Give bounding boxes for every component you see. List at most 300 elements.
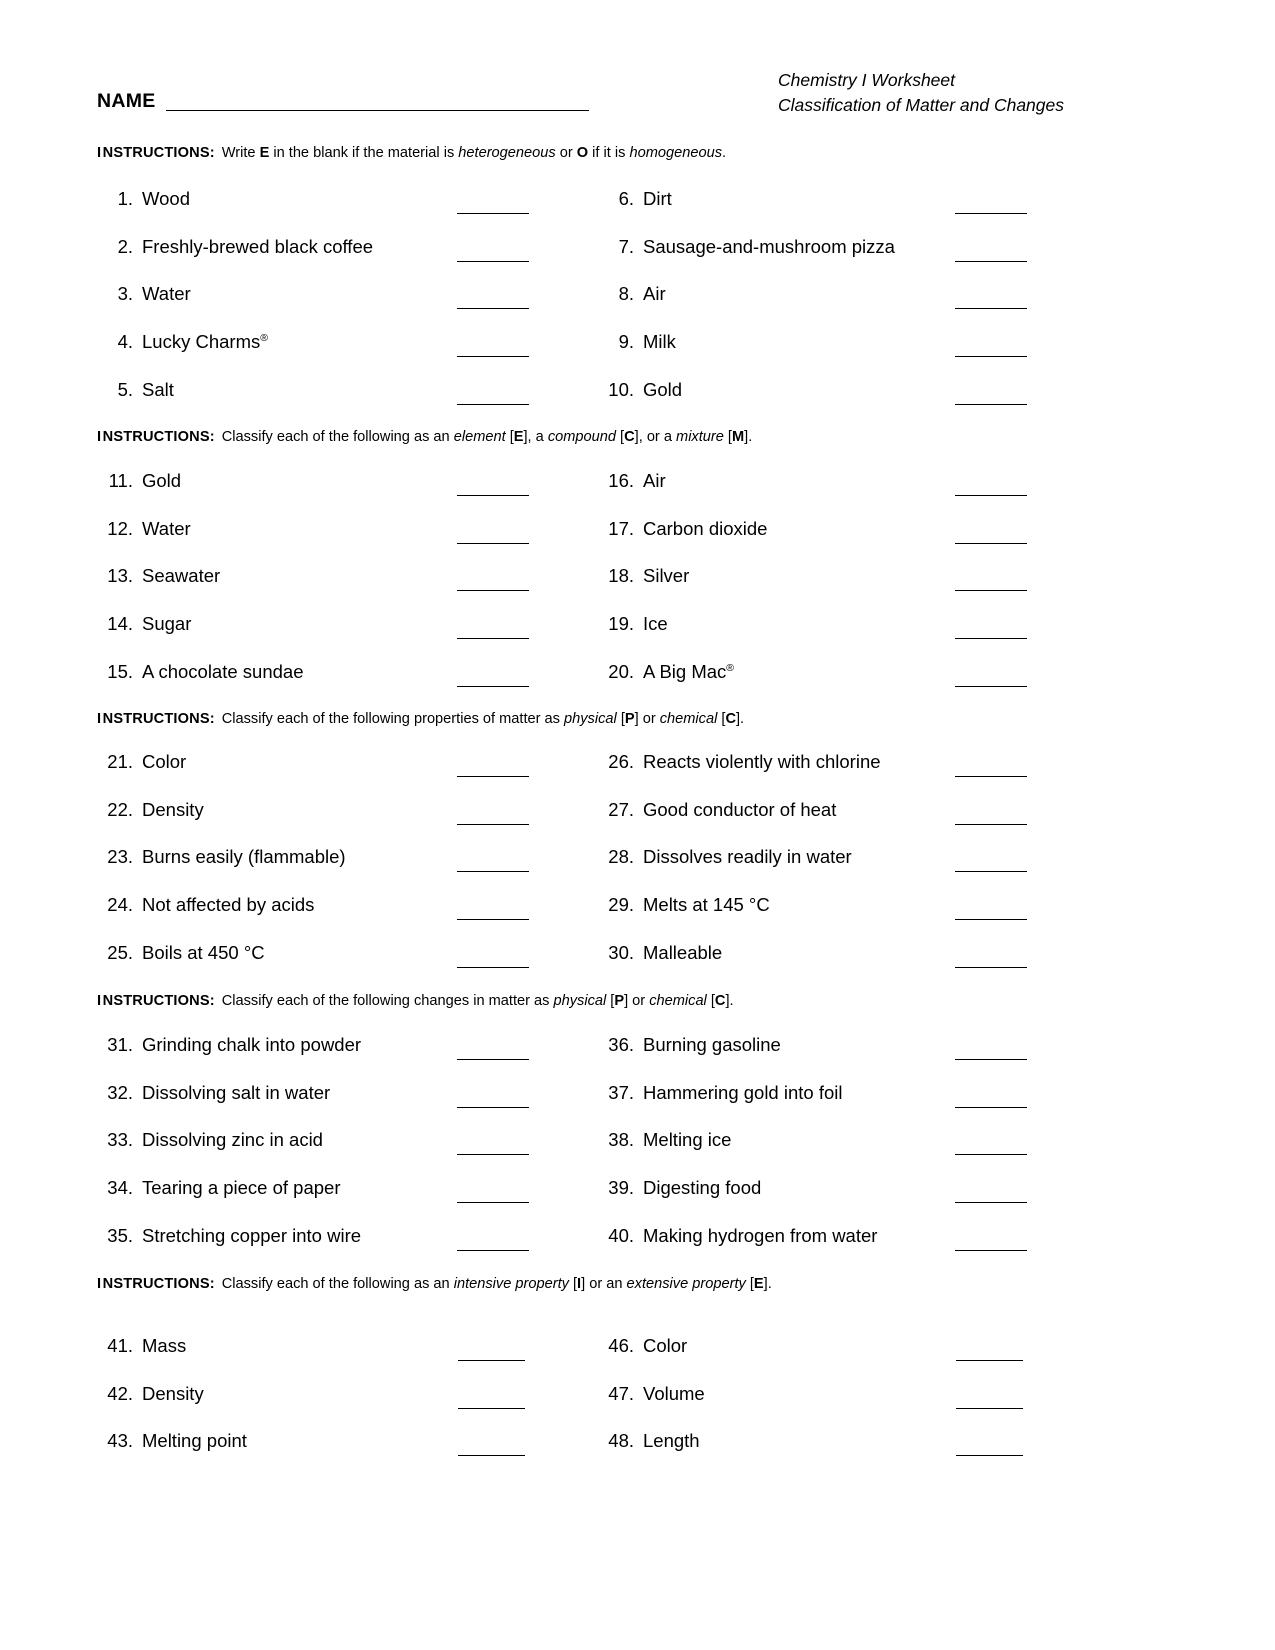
worksheet-item bbox=[97, 182, 594, 230]
item-row bbox=[97, 888, 1097, 936]
txt: ]. bbox=[744, 429, 753, 445]
worksheet-item bbox=[97, 1219, 594, 1267]
item-row bbox=[97, 559, 1097, 607]
txt: ]. bbox=[725, 993, 734, 1009]
txt: Classify each of the following as an bbox=[221, 1276, 454, 1292]
answer-blank[interactable] bbox=[956, 1455, 1023, 1456]
answer-blank[interactable] bbox=[955, 356, 1027, 357]
item-cell bbox=[97, 888, 594, 936]
txt-bold: I bbox=[577, 1276, 582, 1292]
item-label: Melting ice bbox=[643, 1129, 732, 1151]
worksheet-item bbox=[97, 512, 594, 560]
item-number: 22. bbox=[107, 798, 133, 820]
item-label: Mass bbox=[142, 1335, 187, 1356]
txt: [ bbox=[606, 993, 615, 1009]
answer-blank[interactable] bbox=[955, 824, 1027, 825]
worksheet-item bbox=[598, 1424, 1097, 1472]
answer-blank[interactable] bbox=[458, 1455, 525, 1456]
answer-blank[interactable] bbox=[457, 967, 529, 968]
item-cell bbox=[97, 373, 594, 421]
txt: [ bbox=[616, 429, 625, 445]
item-row bbox=[97, 182, 1097, 230]
txt-bold: E bbox=[753, 1276, 764, 1292]
document-title bbox=[778, 68, 1064, 118]
document-title-line-2: Classification of Matter and Changes bbox=[778, 94, 1064, 115]
worksheet-item bbox=[598, 1219, 1097, 1267]
worksheet-item bbox=[598, 277, 1097, 325]
item-cell bbox=[598, 182, 1097, 230]
answer-blank[interactable] bbox=[457, 308, 529, 309]
item-number: 3. bbox=[117, 283, 133, 305]
txt: ]. bbox=[736, 711, 745, 727]
item-cell bbox=[598, 464, 1097, 512]
worksheet-item bbox=[97, 936, 594, 984]
section-5 bbox=[97, 1329, 1097, 1472]
txt: Classify each of the following changes in matter as bbox=[221, 993, 554, 1009]
item-cell bbox=[97, 1123, 594, 1171]
item-cell bbox=[97, 1076, 594, 1124]
item-label: Malleable bbox=[643, 941, 723, 963]
instructions-1 bbox=[97, 145, 726, 163]
instructions-3 bbox=[97, 711, 744, 729]
name-field-block bbox=[97, 92, 589, 114]
instructions-3-body bbox=[222, 711, 744, 727]
item-label: Sausage-and-mushroom pizza bbox=[643, 235, 895, 257]
item-number: 2. bbox=[117, 235, 133, 257]
answer-blank[interactable] bbox=[955, 967, 1027, 968]
item-cell bbox=[598, 1219, 1097, 1267]
answer-blank[interactable] bbox=[457, 919, 529, 920]
item-label: Sugar bbox=[142, 613, 192, 635]
document-title-line-1: Chemistry I Worksheet bbox=[778, 70, 955, 90]
worksheet-item bbox=[598, 182, 1097, 230]
item-label: Carbon dioxide bbox=[643, 517, 768, 539]
item-number: 23. bbox=[107, 846, 133, 868]
item-number: 37. bbox=[608, 1081, 634, 1103]
item-label: A Big Mac® bbox=[643, 660, 735, 682]
txt-italic: homogeneous bbox=[629, 145, 722, 161]
txt: [ bbox=[717, 711, 726, 727]
worksheet-item bbox=[97, 655, 594, 703]
item-cell bbox=[97, 745, 594, 793]
answer-blank[interactable] bbox=[955, 1250, 1027, 1251]
answer-blank[interactable] bbox=[955, 1107, 1027, 1108]
worksheet-item bbox=[598, 745, 1097, 793]
answer-blank[interactable] bbox=[955, 1059, 1027, 1060]
worksheet-item bbox=[598, 1028, 1097, 1076]
answer-blank[interactable] bbox=[955, 404, 1027, 405]
item-label: Air bbox=[643, 283, 666, 305]
txt: [ bbox=[706, 993, 715, 1009]
item-number: 36. bbox=[608, 1034, 634, 1055]
item-cell bbox=[97, 277, 594, 325]
item-cell bbox=[97, 464, 594, 512]
worksheet-item bbox=[97, 1123, 594, 1171]
item-cell bbox=[598, 325, 1097, 373]
answer-blank[interactable] bbox=[457, 495, 529, 496]
worksheet-item bbox=[598, 325, 1097, 373]
item-number: 17. bbox=[608, 517, 634, 539]
answer-blank[interactable] bbox=[955, 543, 1027, 544]
item-label: Melts at 145 °C bbox=[643, 894, 770, 916]
worksheet-item bbox=[598, 840, 1097, 888]
item-number: 33. bbox=[107, 1129, 133, 1151]
instructions-2-lead: INSTRUCTIONS: bbox=[97, 429, 215, 445]
txt: Write bbox=[221, 145, 260, 161]
worksheet-item bbox=[97, 230, 594, 278]
item-row bbox=[97, 1329, 1097, 1377]
answer-blank[interactable] bbox=[955, 1154, 1027, 1155]
item-row bbox=[97, 512, 1097, 560]
worksheet-item bbox=[97, 1424, 594, 1472]
txt-bold: P bbox=[624, 711, 635, 727]
item-number: 14. bbox=[107, 613, 133, 635]
answer-blank[interactable] bbox=[457, 213, 529, 214]
instructions-4-lead: INSTRUCTIONS: bbox=[97, 993, 215, 1009]
instructions-2 bbox=[97, 429, 752, 447]
worksheet-item bbox=[598, 1377, 1097, 1425]
txt-italic: extensive property bbox=[626, 1276, 746, 1292]
item-label: Hammering gold into foil bbox=[643, 1081, 843, 1103]
worksheet-item bbox=[97, 745, 594, 793]
item-cell bbox=[598, 1123, 1097, 1171]
item-label: Boils at 450 °C bbox=[142, 941, 265, 963]
item-label: Dirt bbox=[643, 188, 672, 209]
item-number: 40. bbox=[608, 1224, 634, 1246]
item-number: 25. bbox=[107, 941, 133, 963]
answer-blank[interactable] bbox=[457, 1154, 529, 1155]
worksheet-item bbox=[598, 888, 1097, 936]
item-number: 10. bbox=[608, 378, 634, 400]
item-number: 29. bbox=[608, 894, 634, 916]
answer-blank[interactable] bbox=[955, 638, 1027, 639]
txt-italic: compound bbox=[547, 429, 616, 445]
item-number: 7. bbox=[618, 235, 634, 257]
item-label: Air bbox=[643, 470, 666, 491]
name-blank-rule[interactable] bbox=[166, 110, 589, 111]
item-row bbox=[97, 1219, 1097, 1267]
worksheet-item bbox=[97, 1377, 594, 1425]
item-number: 39. bbox=[608, 1177, 634, 1199]
item-number: 16. bbox=[608, 470, 634, 491]
item-number: 34. bbox=[107, 1177, 133, 1199]
instructions-1-lead: INSTRUCTIONS: bbox=[97, 145, 215, 161]
registered-trademark-icon: ® bbox=[260, 331, 268, 344]
txt-bold: C bbox=[624, 429, 635, 445]
answer-blank[interactable] bbox=[457, 590, 529, 591]
worksheet-item bbox=[97, 1329, 594, 1377]
item-label: Color bbox=[643, 1335, 688, 1356]
worksheet-header bbox=[97, 68, 1097, 126]
instructions-4-body bbox=[222, 993, 734, 1009]
worksheet-item bbox=[598, 373, 1097, 421]
answer-blank[interactable] bbox=[955, 871, 1027, 872]
instructions-5-lead: INSTRUCTIONS: bbox=[97, 1276, 215, 1292]
registered-trademark-icon: ® bbox=[726, 661, 735, 674]
txt: Classify each of the following properties of matter as bbox=[221, 711, 565, 727]
item-label: Dissolves readily in water bbox=[643, 846, 852, 868]
worksheet-item bbox=[97, 1028, 594, 1076]
answer-blank[interactable] bbox=[956, 1408, 1023, 1409]
item-cell bbox=[598, 512, 1097, 560]
item-number: 28. bbox=[608, 846, 634, 868]
worksheet-item bbox=[97, 840, 594, 888]
item-number: 12. bbox=[107, 517, 133, 539]
section-4 bbox=[97, 1028, 1097, 1266]
item-cell bbox=[598, 373, 1097, 421]
worksheet-item bbox=[598, 936, 1097, 984]
item-label: Stretching copper into wire bbox=[142, 1224, 362, 1246]
answer-blank[interactable] bbox=[457, 1107, 529, 1108]
instructions-3-lead: INSTRUCTIONS: bbox=[97, 711, 215, 727]
item-row bbox=[97, 1377, 1097, 1425]
name-label: NAME bbox=[97, 90, 156, 112]
item-cell bbox=[97, 1028, 594, 1076]
item-cell bbox=[97, 512, 594, 560]
item-number: 47. bbox=[608, 1382, 634, 1404]
txt-italic: mixture bbox=[676, 429, 724, 445]
txt-bold: E bbox=[513, 429, 524, 445]
item-number: 19. bbox=[608, 613, 634, 635]
item-number: 42. bbox=[107, 1382, 133, 1404]
item-cell bbox=[598, 840, 1097, 888]
item-cell bbox=[97, 559, 594, 607]
worksheet-item bbox=[598, 1171, 1097, 1219]
item-cell bbox=[598, 936, 1097, 984]
answer-blank[interactable] bbox=[457, 404, 529, 405]
item-row bbox=[97, 793, 1097, 841]
txt: if it is bbox=[588, 145, 630, 161]
txt: Classify each of the following as an bbox=[221, 429, 454, 445]
item-number: 46. bbox=[608, 1335, 634, 1356]
item-label: Burning gasoline bbox=[643, 1034, 781, 1055]
worksheet-item bbox=[598, 607, 1097, 655]
item-cell bbox=[598, 745, 1097, 793]
txt-italic: chemical bbox=[659, 711, 718, 727]
item-row bbox=[97, 840, 1097, 888]
txt: or bbox=[555, 145, 577, 161]
item-row bbox=[97, 745, 1097, 793]
item-cell bbox=[598, 559, 1097, 607]
item-number: 1. bbox=[117, 188, 133, 209]
item-cell bbox=[598, 655, 1097, 703]
item-cell bbox=[598, 1329, 1097, 1377]
item-cell bbox=[598, 1028, 1097, 1076]
answer-blank[interactable] bbox=[457, 543, 529, 544]
worksheet-item bbox=[598, 512, 1097, 560]
item-row bbox=[97, 464, 1097, 512]
txt: ] or bbox=[634, 711, 660, 727]
txt: in the blank if the material is bbox=[269, 145, 459, 161]
item-label: Melting point bbox=[142, 1430, 247, 1452]
item-row bbox=[97, 277, 1097, 325]
item-label: Volume bbox=[643, 1382, 705, 1404]
txt: ] or bbox=[624, 993, 650, 1009]
txt-bold: O bbox=[576, 145, 589, 161]
item-cell bbox=[598, 1171, 1097, 1219]
item-cell bbox=[598, 1076, 1097, 1124]
item-label: Salt bbox=[142, 378, 174, 400]
instructions-2-body bbox=[222, 429, 753, 445]
item-row bbox=[97, 230, 1097, 278]
item-label: Density bbox=[142, 798, 204, 820]
instructions-1-body bbox=[222, 145, 726, 161]
item-cell bbox=[598, 230, 1097, 278]
item-label: Good conductor of heat bbox=[643, 798, 837, 820]
worksheet-item bbox=[97, 373, 594, 421]
worksheet-item bbox=[598, 230, 1097, 278]
txt: ], or a bbox=[634, 429, 677, 445]
answer-blank[interactable] bbox=[955, 1202, 1027, 1203]
txt: [ bbox=[723, 429, 732, 445]
item-row bbox=[97, 607, 1097, 655]
item-label: Density bbox=[142, 1382, 204, 1404]
answer-blank[interactable] bbox=[457, 1202, 529, 1203]
answer-blank[interactable] bbox=[955, 308, 1027, 309]
answer-blank[interactable] bbox=[457, 261, 529, 262]
txt-italic: chemical bbox=[649, 993, 707, 1009]
item-number: 8. bbox=[618, 283, 634, 305]
txt: [ bbox=[505, 429, 514, 445]
section-2 bbox=[97, 464, 1097, 702]
item-row bbox=[97, 1424, 1097, 1472]
answer-blank[interactable] bbox=[457, 1250, 529, 1251]
instructions-5 bbox=[97, 1276, 772, 1294]
item-number: 11. bbox=[108, 470, 133, 491]
worksheet-item bbox=[598, 655, 1097, 703]
item-number: 9. bbox=[618, 331, 634, 353]
worksheet-item bbox=[97, 888, 594, 936]
answer-blank[interactable] bbox=[457, 638, 529, 639]
item-number: 20. bbox=[608, 660, 634, 682]
answer-blank[interactable] bbox=[956, 1360, 1023, 1361]
answer-blank[interactable] bbox=[458, 1360, 525, 1361]
answer-blank[interactable] bbox=[955, 213, 1027, 214]
worksheet-item bbox=[598, 559, 1097, 607]
item-label: Making hydrogen from water bbox=[643, 1224, 878, 1246]
item-number: 15. bbox=[107, 660, 133, 682]
item-number: 41. bbox=[107, 1335, 133, 1356]
worksheet-item bbox=[97, 559, 594, 607]
answer-blank[interactable] bbox=[457, 1059, 529, 1060]
answer-blank[interactable] bbox=[457, 686, 529, 687]
item-cell bbox=[97, 230, 594, 278]
item-label: Gold bbox=[142, 470, 182, 491]
item-cell bbox=[598, 277, 1097, 325]
item-cell bbox=[598, 793, 1097, 841]
item-label: Lucky Charms® bbox=[142, 331, 268, 353]
txt: ], a bbox=[523, 429, 548, 445]
item-cell bbox=[598, 888, 1097, 936]
item-label: Gold bbox=[643, 378, 683, 400]
item-cell bbox=[97, 1424, 594, 1472]
item-cell bbox=[598, 1377, 1097, 1425]
item-number: 24. bbox=[107, 894, 133, 916]
item-label: Burns easily (flammable) bbox=[142, 846, 346, 868]
item-number: 43. bbox=[107, 1430, 133, 1452]
worksheet-item bbox=[598, 1076, 1097, 1124]
item-cell bbox=[97, 840, 594, 888]
item-cell bbox=[97, 1329, 594, 1377]
item-label: Dissolving zinc in acid bbox=[142, 1129, 323, 1151]
item-number: 6. bbox=[618, 188, 634, 209]
item-label: Water bbox=[142, 517, 191, 539]
worksheet-item bbox=[97, 277, 594, 325]
item-label: A chocolate sundae bbox=[142, 660, 304, 682]
item-row bbox=[97, 1171, 1097, 1219]
item-number: 5. bbox=[117, 378, 133, 400]
worksheet-item bbox=[598, 1123, 1097, 1171]
txt-bold: P bbox=[614, 993, 625, 1009]
answer-blank[interactable] bbox=[955, 261, 1027, 262]
txt: . bbox=[722, 145, 727, 161]
txt: [ bbox=[568, 1276, 578, 1292]
txt: ] or an bbox=[581, 1276, 627, 1292]
item-label: Color bbox=[142, 751, 187, 772]
answer-blank[interactable] bbox=[955, 590, 1027, 591]
section-3 bbox=[97, 745, 1097, 983]
item-label: Wood bbox=[142, 188, 190, 209]
instructions-4 bbox=[97, 993, 734, 1011]
worksheet-item bbox=[598, 793, 1097, 841]
item-label: Digesting food bbox=[643, 1177, 762, 1199]
item-label: Freshly-brewed black coffee bbox=[142, 235, 374, 257]
item-number: 26. bbox=[608, 751, 634, 772]
answer-blank[interactable] bbox=[457, 356, 529, 357]
worksheet-item bbox=[97, 607, 594, 655]
item-row bbox=[97, 325, 1097, 373]
item-cell bbox=[97, 1219, 594, 1267]
item-number: 13. bbox=[107, 565, 133, 587]
item-cell bbox=[97, 325, 594, 373]
worksheet-item bbox=[598, 464, 1097, 512]
txt-italic: physical bbox=[564, 711, 617, 727]
section-1 bbox=[97, 182, 1097, 420]
item-row bbox=[97, 936, 1097, 984]
answer-blank[interactable] bbox=[457, 776, 529, 777]
answer-blank[interactable] bbox=[955, 686, 1027, 687]
instructions-5-body bbox=[222, 1276, 772, 1292]
worksheet-item bbox=[598, 1329, 1097, 1377]
item-number: 30. bbox=[608, 941, 634, 963]
answer-blank[interactable] bbox=[955, 776, 1027, 777]
item-cell bbox=[97, 1377, 594, 1425]
txt-italic: intensive property bbox=[453, 1276, 569, 1292]
item-label: Water bbox=[142, 283, 191, 305]
item-number: 38. bbox=[608, 1129, 634, 1151]
item-label: Seawater bbox=[142, 565, 221, 587]
item-number: 18. bbox=[608, 565, 634, 587]
item-cell bbox=[97, 793, 594, 841]
item-label: Silver bbox=[643, 565, 690, 587]
answer-blank[interactable] bbox=[457, 871, 529, 872]
item-label: Dissolving salt in water bbox=[142, 1081, 331, 1103]
worksheet-item bbox=[97, 464, 594, 512]
item-cell bbox=[97, 936, 594, 984]
answer-blank[interactable] bbox=[955, 495, 1027, 496]
item-number: 21. bbox=[107, 751, 133, 772]
answer-blank[interactable] bbox=[458, 1408, 525, 1409]
item-cell bbox=[97, 655, 594, 703]
answer-blank[interactable] bbox=[955, 919, 1027, 920]
item-label: Not affected by acids bbox=[142, 894, 315, 916]
item-label: Grinding chalk into powder bbox=[142, 1034, 362, 1055]
item-cell bbox=[598, 1424, 1097, 1472]
worksheet-item bbox=[97, 1076, 594, 1124]
item-row bbox=[97, 1076, 1097, 1124]
txt: [ bbox=[616, 711, 625, 727]
answer-blank[interactable] bbox=[457, 824, 529, 825]
